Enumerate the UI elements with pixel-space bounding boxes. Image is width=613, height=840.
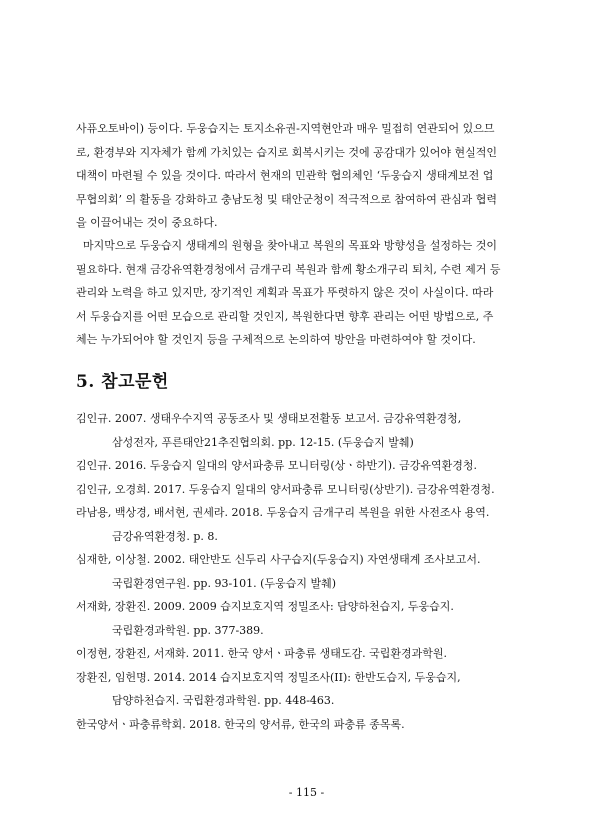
page-number: - 115 - (288, 786, 325, 799)
reference-line: 김인규. 2016. 두웅습지 일대의 양서파충류 모니터링(상ㆍ하반기). 금강유역환경청. (76, 459, 477, 472)
reference-line: 삼성전자, 푸른태안21추진협의회. pp. 12-15. (두웅습지 발췌) (112, 435, 414, 449)
paragraph-line: 사퓨오토바이) 등이다. 두웅습지는 토지소유권-지역현안과 매우 밀접히 연관되어 있으므 (76, 122, 495, 135)
reference-entry (76, 666, 540, 713)
reference-entry (76, 478, 540, 502)
reference-line: 김인규, 오경희. 2017. 두웅습지 일대의 양서파충류 모니터링(상반기). 금강유역환경청. (76, 482, 495, 496)
reference-line: 심재한, 이상철. 2002. 태안반도 신두리 사구습지(두웅습지) 자연생태계 조사보고서. (76, 553, 481, 566)
reference-line: 서재화, 장환진. 2009. 2009 습지보호지역 정밀조사: 담양하천습지, 두웅습지. (76, 600, 454, 613)
reference-entry (76, 407, 540, 454)
reference-line: 금강유역환경청. p. 8. (112, 529, 218, 543)
paragraph-line: 체는 누가되어야 할 것인지 등을 구체적으로 논의하여 방안을 마련하여야 할 것이다. (76, 333, 476, 346)
reference-entry (76, 595, 540, 642)
paragraph-line: 을 이끌어내는 것이 중요하다. (76, 216, 218, 229)
reference-entry (76, 454, 540, 478)
reference-entry (76, 713, 540, 737)
paragraph-line: 대책이 마련될 수 있을 것이다. 따라서 현재의 민관학 협의체인 ‘두웅습지 생태계보전 업 (76, 169, 494, 182)
body-paragraph-1 (76, 117, 540, 235)
section-heading: 5. 참고문헌 (76, 372, 169, 392)
reference-line: 국립환경과학원. pp. 377-389. (112, 623, 264, 637)
reference-line: 라남용, 백상경, 배서현, 권세라. 2018. 두웅습지 금개구리 복원을 위한 사전조사 용역. (76, 506, 490, 519)
paragraph-line: 로, 환경부와 지자체가 함께 가치있는 습지로 회복시키는 것에 공감대가 있어야 현실적인 (76, 145, 497, 159)
reference-entry (76, 548, 540, 595)
reference-line: 한국양서ㆍ파충류학회. 2018. 한국의 양서류, 한국의 파충류 종목록. (76, 717, 405, 731)
reference-line: 담양하천습지. 국립환경과학원. pp. 448-463. (112, 694, 335, 707)
reference-line: 국립환경연구원. pp. 93-101. (두웅습지 발췌) (112, 576, 336, 590)
reference-line: 이정현, 장환진, 서재화. 2011. 한국 양서ㆍ파충류 생태도감. 국립환경과학원. (76, 647, 447, 660)
body-paragraph-2 (76, 234, 540, 352)
paragraph-line: 서 두웅습지를 어떤 모습으로 관리할 것인지, 복원한다면 향후 관리는 어떤 방법으로, 주 (76, 309, 494, 323)
reference-line: 김인규. 2007. 생태우수지역 공동조사 및 생태보전활동 보고서. 금강유역환경청, (76, 412, 462, 425)
paragraph-line: 무협의회’ 의 활동을 강화하고 충남도청 및 태안군청이 적극적으로 참여하여 관심과 협력 (76, 192, 497, 206)
reference-entry (76, 642, 540, 666)
reference-entry (76, 501, 540, 548)
paragraph-line: 관리와 노력을 하고 있지만, 장기적인 계획과 목표가 뚜렷하지 않은 것이 사실이다. 따라 (76, 286, 494, 299)
reference-line: 장환진, 임헌명. 2014. 2014 습지보호지역 정밀조사(II): 한반도습지, 두웅습지, (76, 670, 461, 684)
paragraph-line: 필요하다. 현재 금강유역환경청에서 금개구리 복원과 함께 황소개구리 퇴치, 수련 제거 등 (76, 262, 501, 276)
reference-list (76, 407, 540, 736)
paragraph-line: 마지막으로 두웅습지 생태계의 원형을 찾아내고 복원의 목표와 방향성을 설정하는 것이 (76, 239, 497, 252)
